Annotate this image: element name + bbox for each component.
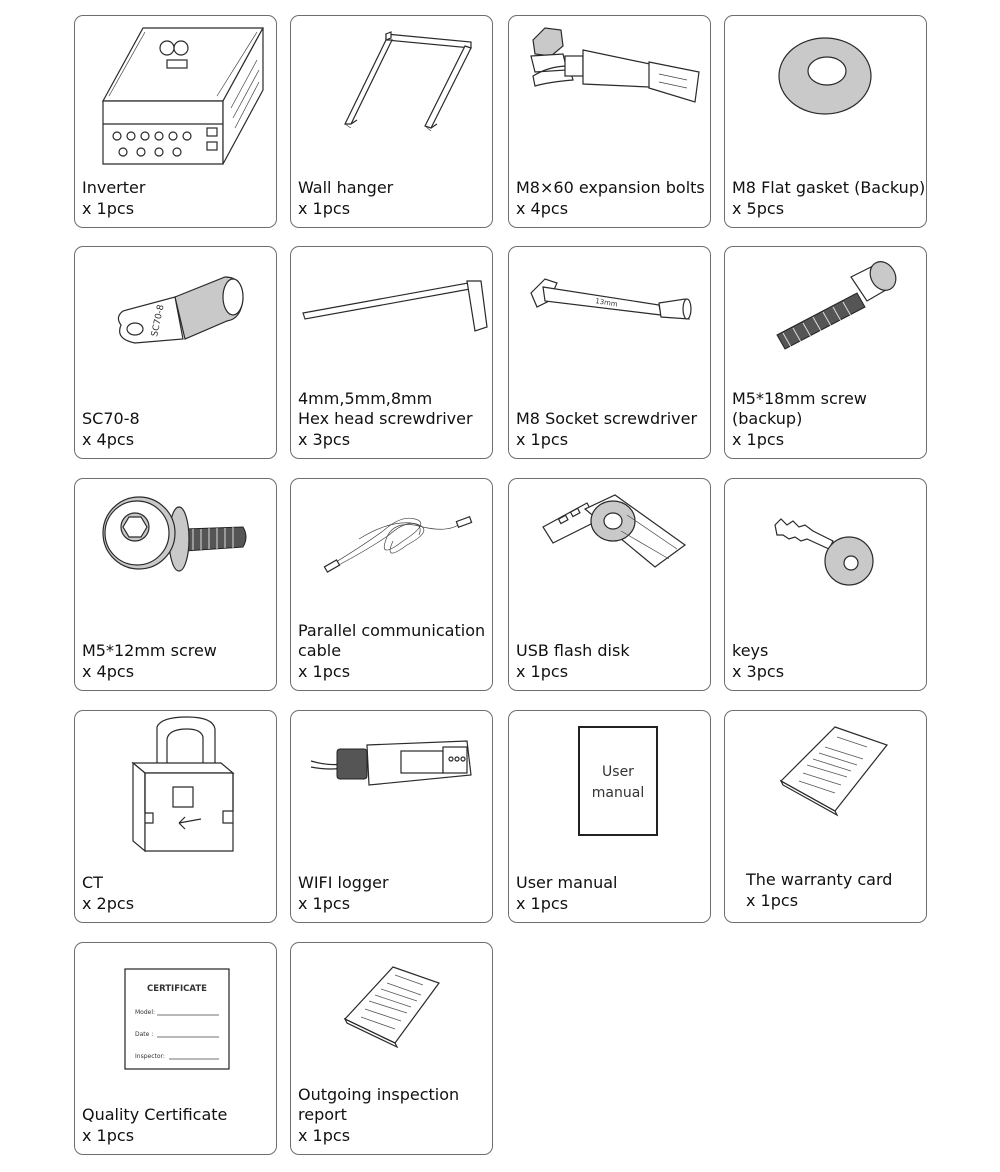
item-card-m5-18-screw xyxy=(724,246,927,459)
item-quantity: x 4pcs xyxy=(516,198,569,218)
item-quantity: x 3pcs xyxy=(298,429,351,449)
item-name-line-1: Outgoing inspection xyxy=(298,1084,460,1104)
item-name: Inverter xyxy=(82,178,146,197)
item-card-usb-flash-disk xyxy=(508,478,711,691)
item-card-sc70-8 xyxy=(74,246,277,459)
item-quantity: x 1pcs xyxy=(516,661,569,681)
item-name: M8×60 expansion bolts xyxy=(516,178,705,197)
certificate-field-inspector: Inspector: xyxy=(135,1053,165,1060)
item-card-keys xyxy=(724,478,927,691)
item-name-line-2: cable xyxy=(298,641,342,660)
manual-cover-line-2: manual xyxy=(591,785,645,801)
item-name-line-1: M5*18mm screw xyxy=(732,388,867,408)
item-label xyxy=(516,178,708,219)
item-label xyxy=(516,873,708,914)
item-label xyxy=(732,641,924,682)
item-card-inspection-report xyxy=(290,942,493,1155)
warranty-card-image xyxy=(725,711,928,886)
item-quantity: x 1pcs xyxy=(298,198,351,218)
item-card-m5-12-screw xyxy=(74,478,277,691)
item-label xyxy=(732,389,924,451)
item-name: M5*12mm screw xyxy=(82,641,217,660)
usb-flash-disk-image xyxy=(509,479,712,654)
item-quantity: x 1pcs xyxy=(516,429,569,449)
certificate-field-model: Model: xyxy=(135,1009,156,1016)
item-name-line-2: (backup) xyxy=(732,409,803,428)
manual-cover-image xyxy=(509,711,712,886)
item-label xyxy=(298,389,490,451)
item-name-line-2: Hex head screwdriver xyxy=(298,409,473,428)
item-card-wall-hanger xyxy=(290,15,493,228)
item-quantity: x 1pcs xyxy=(298,661,351,681)
item-label xyxy=(516,641,708,682)
item-quantity: x 3pcs xyxy=(732,661,785,681)
item-quantity: x 5pcs xyxy=(732,198,785,218)
item-name: USB flash disk xyxy=(516,641,630,660)
item-quantity: x 1pcs xyxy=(82,1125,135,1145)
item-name-line-2: report xyxy=(298,1105,347,1124)
item-label xyxy=(516,409,708,450)
item-quantity: x 1pcs xyxy=(298,893,351,913)
item-label xyxy=(298,178,490,219)
item-label xyxy=(732,178,924,219)
item-card-quality-certificate xyxy=(74,942,277,1155)
item-name: User manual xyxy=(516,873,618,892)
current-transformer-image xyxy=(75,711,278,886)
item-card-expansion-bolts xyxy=(508,15,711,228)
item-quantity: x 4pcs xyxy=(82,429,135,449)
item-card-ct xyxy=(74,710,277,923)
item-card-hex-screwdriver xyxy=(290,246,493,459)
item-label xyxy=(298,873,490,914)
expansion-bolt-image xyxy=(509,16,712,191)
item-label xyxy=(82,1105,274,1146)
screw-12mm-image xyxy=(75,479,278,654)
wifi-logger-image xyxy=(291,711,494,886)
item-label xyxy=(82,178,274,219)
item-name: SC70-8 xyxy=(82,409,140,428)
item-name: CT xyxy=(82,873,103,892)
certificate-field-date: Date : xyxy=(135,1031,154,1038)
item-label xyxy=(82,409,274,450)
item-label xyxy=(82,641,274,682)
item-name: The warranty card xyxy=(746,870,893,889)
flat-gasket-image xyxy=(725,16,928,191)
item-card-user-manual xyxy=(508,710,711,923)
item-quantity: x 1pcs xyxy=(746,890,799,910)
item-name: WIFI logger xyxy=(298,873,389,892)
inverter-image xyxy=(75,16,278,191)
key-image xyxy=(725,479,928,654)
item-label xyxy=(746,870,924,911)
item-quantity: x 1pcs xyxy=(516,893,569,913)
certificate-image xyxy=(75,943,278,1118)
item-quantity: x 1pcs xyxy=(298,1125,351,1145)
wall-hanger-image xyxy=(291,16,494,191)
item-name: Wall hanger xyxy=(298,178,394,197)
item-name: keys xyxy=(732,641,769,660)
certificate-heading: CERTIFICATE xyxy=(147,984,207,994)
item-name-line-1: 4mm,5mm,8mm xyxy=(298,388,433,408)
item-quantity: x 1pcs xyxy=(732,429,785,449)
item-quantity: x 2pcs xyxy=(82,893,135,913)
wrench-stamp-text: 13mm xyxy=(594,297,619,309)
item-label xyxy=(298,1085,490,1147)
socket-wrench-image xyxy=(509,247,712,422)
item-label xyxy=(298,621,490,683)
item-quantity: x 1pcs xyxy=(82,198,135,218)
item-name: Quality Certificate xyxy=(82,1105,228,1124)
item-card-parallel-cable xyxy=(290,478,493,691)
lug-stamp-text: SC70-8 xyxy=(150,303,167,338)
item-name-line-1: Parallel communication xyxy=(298,620,486,640)
item-card-wifi-logger xyxy=(290,710,493,923)
item-label xyxy=(82,873,274,914)
item-name: M8 Flat gasket (Backup) xyxy=(732,178,926,197)
item-name: M8 Socket screwdriver xyxy=(516,409,698,428)
item-card-warranty-card xyxy=(724,710,927,923)
item-card-inverter xyxy=(74,15,277,228)
item-quantity: x 4pcs xyxy=(82,661,135,681)
manual-cover-line-1: User xyxy=(602,764,634,780)
item-card-flat-gasket xyxy=(724,15,927,228)
item-card-socket-screwdriver xyxy=(508,246,711,459)
cable-lug-image xyxy=(75,247,278,422)
